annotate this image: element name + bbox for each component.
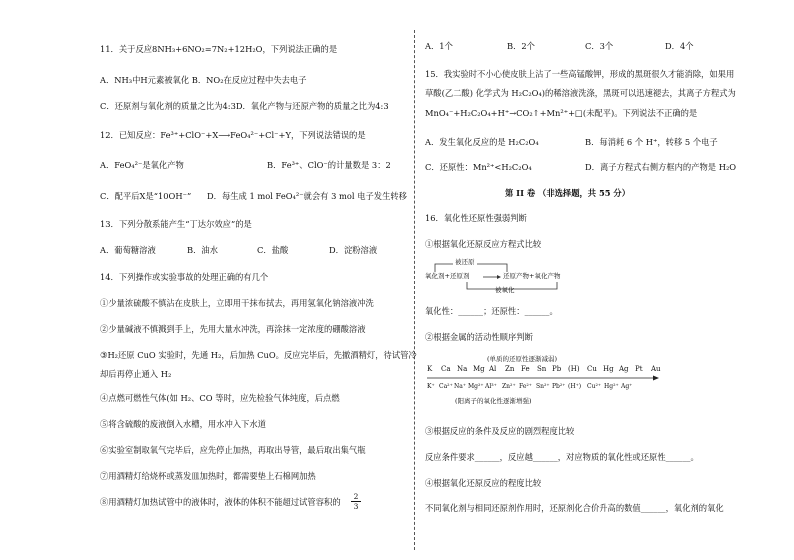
q15-line-1: 15．我实验时不小心使皮肤上沾了一些高锰酸钾，形成的黑斑很久才能消除，如果用 <box>425 69 735 79</box>
ion-symbol: Ca²⁺ <box>439 383 453 390</box>
ion-symbol: K⁺ <box>427 383 435 390</box>
ion-symbol: Al³⁺ <box>485 383 497 390</box>
q16-method-3: ③根据反应的条件及反应的剧烈程度比较 <box>425 426 575 436</box>
metal-symbol: Hg <box>603 365 614 373</box>
label-reduced: 被还原 <box>455 258 475 266</box>
q13-option-b: B．油水 <box>187 245 218 255</box>
q16-title: 16．氧化性还原性强弱判断 <box>425 213 527 223</box>
q16-method-1: ①根据氧化还原反应方程式比较 <box>425 239 542 249</box>
q13-option-c: C．盐酸 <box>257 245 289 255</box>
q12-option-a: A．FeO₄²⁻是氧化产物 <box>100 160 184 170</box>
q14-item-1: ①少量浓硫酸不慎沾在皮肤上，立即用干抹布拭去，再用氢氧化钠溶液冲洗 <box>100 298 374 308</box>
q13-option-d: D．淀粉溶液 <box>329 245 378 255</box>
metal-symbol: Al <box>489 365 497 373</box>
q15-option-a: A．发生氧化反应的是 H₂C₂O₄ <box>425 137 539 147</box>
ion-symbol: Mg²⁺ <box>468 383 484 390</box>
metal-symbol: Pt <box>635 365 643 373</box>
metal-symbol: Ca <box>441 365 451 373</box>
q14-choice-a: A．1个 <box>425 41 453 51</box>
q15-line-3: MnO₄⁻+H₂C₂O₄+H⁺→CO₂↑+Mn²⁺+□(未配平)。下列说法不正确的是 <box>425 108 698 118</box>
ion-symbol: Sn²⁺ <box>536 383 550 390</box>
q14-item-4: ④点燃可燃性气体(如 H₂、CO 等时，应先检验气体纯度，后点燃 <box>100 393 340 403</box>
column-divider <box>414 30 415 550</box>
ion-symbol: Ag⁺ <box>621 383 633 390</box>
metal-symbol: Au <box>651 365 661 373</box>
metal-symbol: Sn <box>537 365 547 373</box>
metal-symbol: (H) <box>568 365 580 373</box>
metal-symbol: Pb <box>552 365 562 373</box>
q14-item-6: ⑥实验室制取氧气完毕后，应先停止加热，再取出导管，最后取出集气瓶 <box>100 445 366 455</box>
fraction-numerator: 2 <box>353 492 359 501</box>
q16-method-2: ②根据金属的活动性顺序判断 <box>425 332 533 342</box>
ion-symbol: Fe²⁺ <box>519 383 532 390</box>
ion-symbol: (H⁺) <box>568 383 582 390</box>
q14-choice-c: C．3个 <box>585 41 614 51</box>
label-oxidized: 被氧化 <box>495 286 515 294</box>
metal-symbol: Fe <box>521 365 530 373</box>
q14-item-8: ⑧用酒精灯加热试管中的液体时，液体的体积不能超过试管容积的 <box>100 497 341 507</box>
q13-option-a: A．葡萄糖溶液 <box>100 245 156 255</box>
ion-symbol: Zn²⁺ <box>502 383 516 390</box>
q16-method-4: ④根据氧化还原反应的程度比较 <box>425 478 542 488</box>
q15-option-c: C．还原性：Mn²⁺<H₂C₂O₄ <box>425 162 532 172</box>
ion-symbol: Na⁺ <box>454 383 466 390</box>
fraction <box>351 492 361 511</box>
metal-symbol: Na <box>457 365 468 373</box>
redox-diagram <box>425 258 585 298</box>
activity-series <box>425 355 665 407</box>
q12-stem: 12．已知反应：Fe³⁺+ClO⁻+X⟶FeO₄²⁻+Cl⁻+Y，下列说法错误的是 <box>100 130 366 140</box>
products: 还原产物+氧化产物 <box>503 272 561 280</box>
q16-blank-1: 氧化性：______；还原性：______。 <box>425 306 558 316</box>
reactants: 氧化剂+还原剂 <box>425 272 470 280</box>
series-bottom-note: (阳离子的氧化性逐渐增强) <box>455 397 532 405</box>
metal-symbol: Zn <box>505 365 515 373</box>
q15-line-2: 草酸(乙二酸) 化学式为 H₂C₂O₄)的稀溶液洗涤，黑斑可以迅速褪去，其离子方程式为 <box>425 88 736 98</box>
metal-symbol: K <box>427 365 433 373</box>
q14-item-3b: 却后再停止通入 H₂ <box>100 369 172 379</box>
ion-symbol: Hg²⁺ <box>604 383 619 390</box>
fraction-denominator: 3 <box>351 501 361 511</box>
q16-last-line: 不同氧化剂与相同还原剂作用时，还原剂化合价升高的数值______，氧化剂的氧化 <box>425 503 724 513</box>
ion-symbol: Pb²⁺ <box>552 383 566 390</box>
ion-symbol: Cu²⁺ <box>587 383 602 390</box>
q14-item-3a: ③H₂还原 CuO 实验时，先通 H₂，后加热 CuO。反应完毕后，先撤酒精灯，待试管冷 <box>100 350 417 360</box>
q14-item-2: ②少量碱液不慎溅到手上，先用大量水冲洗，再涂抹一定浓度的硼酸溶液 <box>100 324 366 334</box>
q14-choice-d: D．4个 <box>665 41 694 51</box>
q11-stem: 11．关于反应8NH₃+6NO₂=7N₂+12H₂O，下列说法正确的是 <box>100 44 338 54</box>
metal-symbol: Mg <box>473 365 485 373</box>
q16-blank-3: 反应条件要求______，反应越______，对应物质的氧化性或还原性______。 <box>425 452 699 462</box>
q15-option-b: B．每消耗 6 个 H⁺，转移 5 个电子 <box>585 137 718 147</box>
q14-stem: 14．下列操作或实验事故的处理正确的有几个 <box>100 272 269 282</box>
q13-stem: 13．下列分散系能产生“丁达尔效应”的是 <box>100 219 252 229</box>
q12-option-b: B．Fe³⁺、ClO⁻的计量数是 3：2 <box>267 160 391 170</box>
series-top-note: (单质的还原性逐渐减弱) <box>487 355 558 363</box>
q14-item-5: ⑤将含硫酸的废液倒入水槽，用水冲入下水道 <box>100 419 266 429</box>
q11-options-ab: A．NH₃中H元素被氧化 B．NO₂在反应过程中失去电子 <box>100 75 307 85</box>
q14-item-7: ⑦用酒精灯给烧杯或蒸发皿加热时，都需要垫上石棉网加热 <box>100 471 316 481</box>
q14-choice-b: B．2个 <box>507 41 535 51</box>
q12-option-c: C．配平后X是“10OH⁻” <box>100 191 192 201</box>
metal-symbol: Ag <box>619 365 629 373</box>
q12-option-d: D．每生成 1 mol FeO₄²⁻就会有 3 mol 电子发生转移 <box>207 191 407 201</box>
q15-option-d: D．离子方程式右侧方框内的产物是 H₂O <box>585 162 737 172</box>
q11-options-cd: C．还原剂与氧化剂的质量之比为4:3D．氧化产物与还原产物的质量之比为4:3 <box>100 101 389 111</box>
metal-symbol: Cu <box>587 365 597 373</box>
section-heading: 第 II 卷 （非选择题，共 55 分） <box>505 188 631 198</box>
